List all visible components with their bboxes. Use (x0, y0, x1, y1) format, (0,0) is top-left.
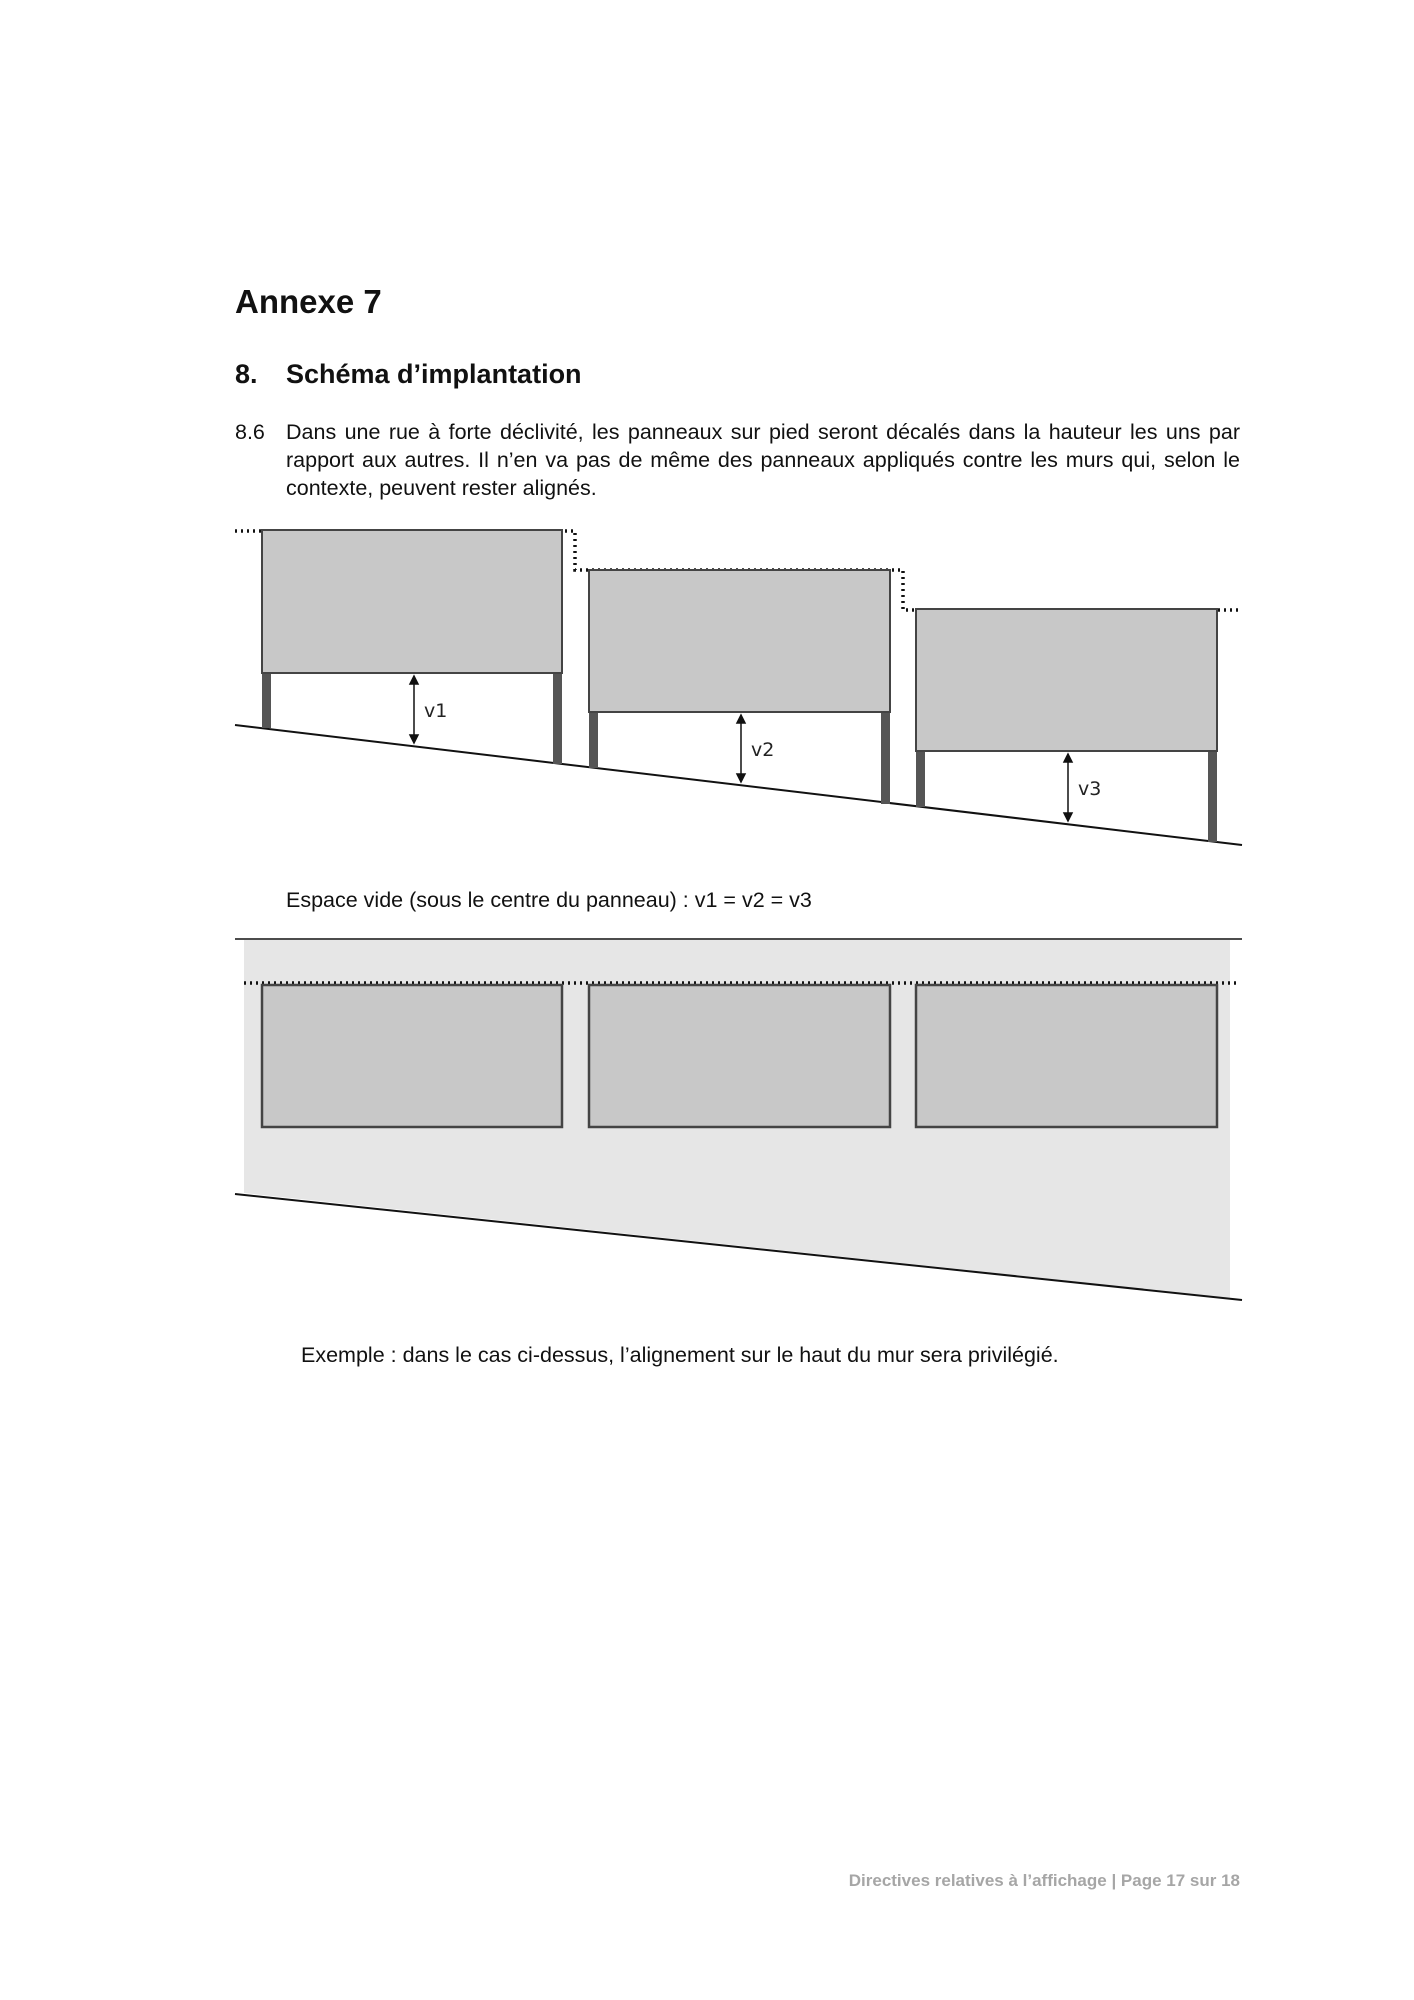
panel-2 (589, 570, 890, 804)
panel-1-board (262, 530, 562, 673)
figure-2-caption: Exemple : dans le cas ci-dessus, l’alignement sur le haut du mur sera privilégié. (301, 1343, 1059, 1367)
paragraph-text: Dans une rue à forte déclivité, les panneaux sur pied seront décalés dans la hauteur les uns par rapport aux autres. Il n’en va pas de même des panneaux appliqués contre les murs qui, selon le contexte, peuvent rester alignés. (286, 420, 1240, 500)
panel-2-post-right (881, 712, 890, 804)
measure-arrow-v1 (410, 676, 418, 743)
page-footer: Directives relatives à l’affichage | Page 17 sur 18 (848, 1871, 1240, 1890)
wall-panel-1 (262, 985, 562, 1127)
panel-3-board (916, 609, 1217, 751)
section-number: 8. (235, 359, 258, 389)
panel-2-board (589, 570, 890, 712)
section-title: Schéma d’implantation (286, 359, 582, 389)
label-v3: v3 (1078, 778, 1102, 800)
panel-1-post-left (262, 673, 271, 728)
annex-title: Annexe 7 (235, 283, 382, 320)
panel-2-post-left (589, 712, 598, 768)
wall-panel-2 (589, 985, 890, 1127)
panel-3-post-left (916, 751, 925, 807)
wall-panel-3 (916, 985, 1217, 1127)
figure-wall-panels (235, 939, 1242, 1300)
panel-1 (262, 530, 562, 764)
measure-arrow-v3 (1064, 754, 1072, 821)
panel-3 (916, 609, 1217, 842)
label-v1: v1 (424, 700, 448, 722)
panel-3-post-right (1208, 751, 1217, 842)
figure-1-caption: Espace vide (sous le centre du panneau) : v1 = v2 = v3 (286, 888, 812, 912)
measure-arrow-v2 (737, 715, 745, 782)
paragraph-number: 8.6 (235, 420, 265, 444)
label-v2: v2 (751, 739, 775, 761)
panel-1-post-right (553, 673, 562, 764)
